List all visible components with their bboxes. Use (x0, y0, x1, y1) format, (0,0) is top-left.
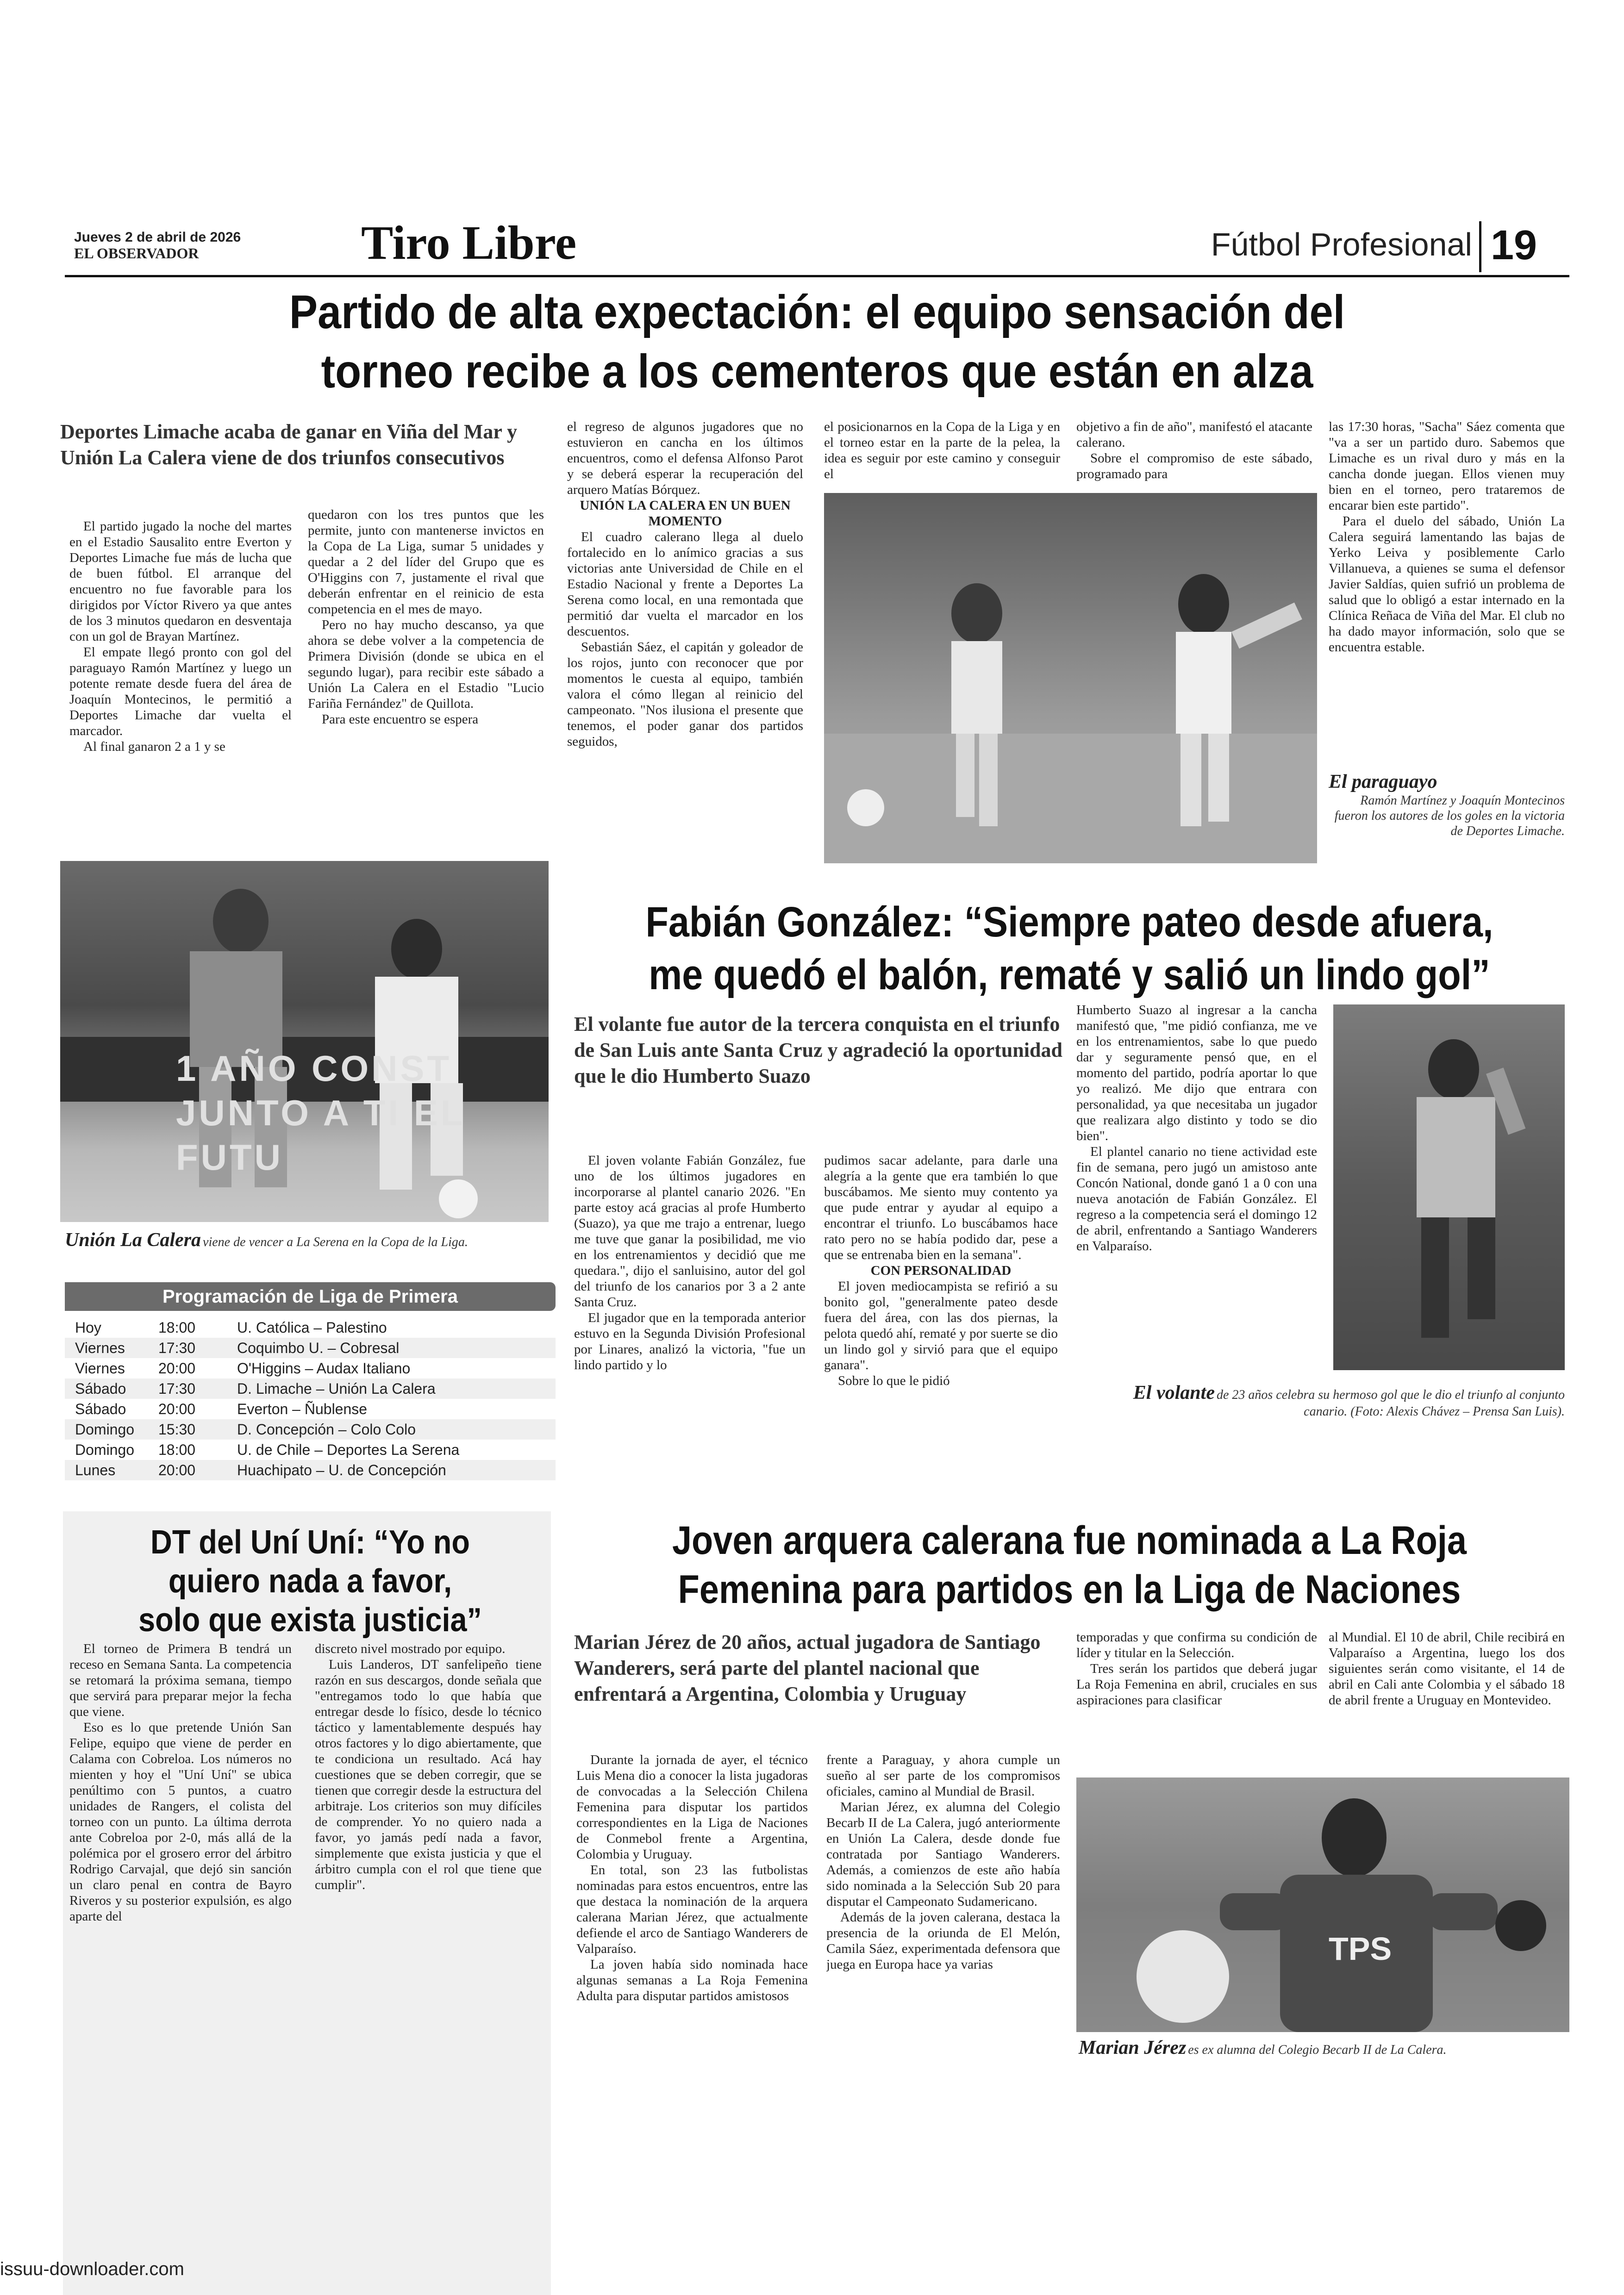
article4-headline-line1: Joven arquera calerana fue nominada a La Roja (672, 1518, 1467, 1563)
article3-headline (79, 1523, 542, 1640)
paragraph: Eso es lo que pretende Unión San Felipe, equipo que viene de perder en Calama con Cobreloa. Los números no mienten y hoy el "Uní Uní" se ubica penúltimo con 5 puntos, a cuatro unidades de Rangers, el colista del torneo con un punto. La última derrota ante Cobreloa por 2-0, más allá de la polémica por el grosero error del árbitro Rodrigo Carvajal, que dejó sin sanción un claro penal en contra de Bayro Riveros y su posterior expulsión, es algo aparte del (69, 1720, 292, 1924)
article1-photo2-caption (65, 1229, 556, 1251)
article3-col2 (315, 1641, 542, 2295)
article2-col2 (824, 1153, 1058, 1504)
article3-col1 (69, 1641, 292, 2295)
schedule-match: Coquimbo U. – Cobresal (237, 1339, 400, 1356)
article2-headline-line2: me quedó el balón, rematé y salió un lindo gol” (649, 951, 1490, 998)
caption-text: de 23 años celebra su hermoso gol que le dio el triunfo al conjunto canario. (Foto: Alexis Chávez – Prensa San Luis). (1216, 1388, 1565, 1419)
paragraph: El joven mediocampista se refirió a su bonito gol, "generalmente pateo desde fuera del área, con las dos piernas, la pelota quedó ahí, rematé y por suerte se dio un lindo gol y sirvió para que el equipo ganara". (824, 1279, 1058, 1372)
caption-text: viene de vencer a La Serena en la Copa de la Liga. (203, 1235, 468, 1249)
schedule-match: Everton – Ñublense (237, 1400, 368, 1417)
schedule-match: U. Católica – Palestino (237, 1319, 387, 1336)
article4-headline-line2: Femenina para partidos en la Liga de Naciones (678, 1567, 1461, 1612)
caption-name: Unión La Calera (65, 1229, 201, 1251)
schedule-time: 20:00 (158, 1461, 196, 1478)
article1-headline-line2: torneo recibe a los cementeros que están en alza (321, 345, 1313, 398)
paragraph: Sobre lo que le pidió (838, 1373, 950, 1388)
article1-col1 (69, 518, 292, 833)
article2-headline (569, 896, 1569, 1001)
article2-col1 (574, 1153, 806, 1504)
article2-subhead: CON PERSONALIDAD (870, 1263, 1012, 1278)
caption-text: es ex alumna del Colegio Becarb II de La Calera. (1188, 2043, 1447, 2057)
paragraph: quedaron con los tres puntos que les permite, junto con mantenerse invictos en la Copa de La Liga, sumar 5 unidades y quedar a 2 del líder del Grupo que es O'Higgins con 7, justamente el rival que deberán enfrentar en el reinicio de esta competencia en el mes de mayo. (308, 507, 544, 617)
schedule-time: 18:00 (158, 1319, 196, 1336)
schedule-row (65, 1399, 556, 1419)
article1-photo-limache (824, 493, 1317, 863)
schedule-time: 17:30 (158, 1339, 196, 1356)
article4-photo-arquera (1076, 1777, 1569, 2032)
schedule-box (65, 1282, 556, 1514)
article3-headline-line1: DT del Uní Uní: “Yo no (150, 1524, 470, 1561)
schedule-day: Hoy (75, 1319, 101, 1336)
article1-photo1-caption (1329, 771, 1565, 839)
article1-col2 (308, 507, 544, 836)
article1-col3 (567, 419, 803, 877)
article3-headline-line2: quiero nada a favor, (168, 1563, 452, 1600)
article1-photo-players (824, 493, 1317, 863)
paragraph: El empate llegó pronto con gol del paraguayo Ramón Martínez y luego un potente remate desde fuera del área de Joaquín Montecinos, le permitió a Deportes Limache dar vuelta el marcador. (69, 645, 292, 738)
schedule-day: Viernes (75, 1339, 125, 1356)
paragraph: Además de la joven calerana, destaca la presencia de la oriunda de El Melón, Camila Sáez, experimentada defensora que juega en Europa hace ya varias (826, 1910, 1060, 1972)
header-divider (1479, 221, 1481, 272)
paragraph: al Mundial. El 10 de abril, Chile recibirá en Valparaíso a Argentina, luego los dos siguientes serán como visitante, el 14 de abril en Cali ante Colombia y el sábado 18 de abril frente a Uruguay en Montevideo. (1329, 1630, 1565, 1708)
paragraph: temporadas y que confirma su condición de líder y titular en la Selección. (1076, 1630, 1317, 1660)
article4-photo-player (1076, 1777, 1569, 2032)
article4-headline (569, 1516, 1569, 1614)
paragraph: Marian Jérez, ex alumna del Colegio Becarb II de La Calera, jugó anteriormente en Unión La Calera, desde donde fue contratada por Santiago Wanderers. Además, a comienzos de este año había sido nominada a la Selección Sub 20 para disputar el Campeonato Sudamericano. (826, 1800, 1060, 1909)
paragraph: Luis Landeros, DT sanfelipeño tiene razón en sus descargos, donde señala que "entregamos todo lo que había que entregar desde lo físico, desde lo técnico táctico y lamentablemente después hay otros factores y lo digo abiertamente, que te condiciona un resultado. Acá hay cuestiones que se deben corregir, que se tienen que corregir desde la estructura del arbitraje. Los criterios son muy difíciles de comprender. Yo no quiero nada a favor, yo jamás pedí nada a favor, simplemente que exista justicia y que el árbitro cumpla con el rol que tiene que cumplir". (315, 1657, 542, 1892)
watermark: issuu-downloader.com (0, 2259, 184, 2279)
article4-col1 (576, 1752, 808, 2295)
paragraph: El cuadro calerano llega al duelo fortalecido en lo anímico gracias a sus victorias ante Universidad de Chile en el Estadio Nacional y frente a Deportes La Serena como local, en una remontada que permitió dar vuelta el marcador en los descuentos. (567, 530, 803, 639)
article1-deck: Deportes Limache acaba de ganar en Viña del Mar y Unión La Calera viene de dos triunfos consecutivos (60, 420, 518, 469)
photo2-banner-text: 1 AÑO CONST JUNTO A TI EL FUTU (176, 1048, 465, 1178)
article3-headline-line3: solo que exista justicia” (138, 1602, 482, 1639)
schedule-match: U. de Chile – Deportes La Serena (237, 1441, 460, 1458)
schedule-row (65, 1440, 556, 1460)
schedule-day: Domingo (75, 1421, 135, 1438)
schedule-table (65, 1317, 556, 1480)
paragraph: pudimos sacar adelante, para darle una alegría a la gente que era también lo que buscábamos. Me siento muy contento ya que pude entrar y ayudar al equipo a encontrar el triunfo. Lo buscábamos hace rato pero no se había podido dar, pese a que se entrenaba bien en la semana". (824, 1153, 1058, 1262)
shirt-sponsor-text: TPS (1329, 1931, 1392, 1967)
paragraph: Humberto Suazo al ingresar a la cancha manifestó que, "me pidió confianza, me ve en los entrenamientos, sabe lo que puedo dar y seguramente pensó que, en el momento del partido, podría aportar lo que yo realizó. Me dijo que entrara con personalidad, ya que necesitaba un jugador que realizara algo distinto y todo se dio bien". (1076, 1003, 1317, 1143)
category-label: Fútbol Profesional (1211, 226, 1472, 262)
paragraph: En total, son 23 las futbolistas nominadas para estos encuentros, entre las que destaca la nominación de la arquera calerana Marian Jérez, que actualmente defiende el arco de Santiago Wanderers de Valparaíso. (576, 1863, 808, 1956)
page-number: 19 (1491, 222, 1537, 268)
paragraph: El plantel canario no tiene actividad este fin de semana, pero jugó un amistoso ante Concón National, donde ganó 1 a 0 con una nueva anotación de Fabián González. El regreso a la competencia será el domingo 12 de abril, enfrentando a Santiago Wanderers en Valparaíso. (1076, 1144, 1317, 1254)
article4-col4 (1329, 1629, 1565, 1773)
schedule-time: 18:00 (158, 1441, 196, 1458)
article1-col5 (1076, 419, 1312, 486)
paragraph: Durante la jornada de ayer, el técnico Luis Mena dio a conocer la lista jugadoras de convocadas a la Selección Chilena Femenina para disputar los partidos correspondientes en la Liga de Naciones de Conmebol frente a Argentina, Colombia y Uruguay. (576, 1752, 808, 1862)
article2-photo-player (1333, 1004, 1565, 1370)
schedule-time: 20:00 (158, 1400, 196, 1417)
paragraph: el posicionarnos en la Copa de la Liga y en el torneo estar en la parte de la pelea, la idea es seguir por este camino y conseguir el (824, 419, 1060, 481)
schedule-match: D. Concepción – Colo Colo (237, 1421, 416, 1438)
header-rule (65, 275, 1569, 277)
paragraph: Para el duelo del sábado, Unión La Calera seguirá lamentando las bajas de Yerko Leiva y posiblemente Carlo Villanueva, a quienes se suma el defensor Javier Saldías, quien sufrió un problema de salud que lo obligó a estar internado en la Clínica Reñaca de Viña del Mar. El club no ha dado mayor información, solo que se encuentra estable. (1329, 514, 1565, 655)
caption-name: El paraguayo (1329, 771, 1437, 792)
section-title: Tiro Libre (361, 216, 577, 269)
caption-name: El volante (1133, 1382, 1215, 1403)
schedule-row (65, 1419, 556, 1440)
article4-deck: Marian Jérez de 20 años, actual jugadora de Santiago Wanderers, será parte del plantel nacional que enfrentará a Argentina, Colombia y Uruguay (574, 1631, 1041, 1705)
schedule-row (65, 1317, 556, 1338)
article1-col6 (1329, 419, 1565, 766)
article2-headline-line1: Fabián González: “Siempre pateo desde afuera, (645, 898, 1493, 946)
issue-date: Jueves 2 de abril de 2026 (74, 230, 241, 245)
paragraph: Tres serán los partidos que deberá jugar La Roja Femenina en abril, cruciales en sus aspiraciones para clasificar (1076, 1661, 1317, 1708)
article1-subhead: UNIÓN LA CALERA EN UN BUEN MOMENTO (580, 498, 791, 529)
article2-photo-caption (1097, 1382, 1565, 1419)
paragraph: frente a Paraguay, y ahora cumple un sueño al ser parte de los compromisos oficiales, camino al Mundial de Brasil. (826, 1752, 1060, 1799)
schedule-day: Domingo (75, 1441, 135, 1458)
caption-text: Ramón Martínez y Joaquín Montecinos fueron los autores de los goles en la victoria de Deportes Limache. (1334, 793, 1565, 838)
article2-photo-volante (1333, 1004, 1565, 1370)
newspaper-name: EL OBSERVADOR (74, 245, 199, 262)
article2-col3 (1076, 1002, 1317, 1377)
schedule-day: Sábado (75, 1400, 126, 1417)
schedule-day: Viernes (75, 1360, 125, 1377)
paragraph: el regreso de algunos jugadores que no estuvieron en cancha en los últimos encuentros, como el defensa Alfonso Parot y se deberá esperar la recuperación del arquero Matías Bórquez. (567, 419, 803, 497)
schedule-match: D. Limache – Unión La Calera (237, 1380, 436, 1397)
paragraph: Sebastián Sáez, el capitán y goleador de los rojos, junto con reconocer que por momentos le cuesta al equipo, también valora el cómo llegan al reinicio del campeonato. "Nos ilusiona el presente que tenemos, el poder ganar dos partidos seguidos, (567, 640, 803, 749)
article1-headline-line1: Partido de alta expectación: el equipo sensación del (289, 286, 1345, 338)
schedule-match: O'Higgins – Audax Italiano (237, 1360, 411, 1377)
article4-photo-caption (1079, 2037, 1569, 2059)
schedule-day: Lunes (75, 1461, 116, 1478)
article1-photo-calera (60, 861, 549, 1222)
paragraph: objetivo a fin de año", manifestó el atacante calerano. (1076, 419, 1312, 450)
paragraph: Sobre el compromiso de este sábado, programado para (1076, 451, 1312, 481)
paragraph: El partido jugado la noche del martes en el Estadio Sausalito entre Everton y Deportes Limache fue más de lucha que de buen fútbol. El arranque del encuentro no fue favorable para los dirigidos por Víctor Rivero ya que antes de los 3 minutos quedaron en desventaja con un gol de Brayan Martínez. (69, 519, 292, 644)
schedule-row (65, 1378, 556, 1399)
paragraph: Al final ganaron 2 a 1 y se (83, 739, 225, 754)
article4-col2 (826, 1752, 1060, 2295)
schedule-time: 17:30 (158, 1380, 196, 1397)
paragraph: Para este encuentro se espera (322, 712, 479, 727)
schedule-row (65, 1460, 556, 1480)
schedule-row (65, 1338, 556, 1358)
paragraph: El jugador que en la temporada anterior estuvo en la Segunda División Profesional por Linares, analizó la victoria, "fue un lindo partido y lo (574, 1310, 806, 1372)
article1-col4 (824, 419, 1060, 486)
schedule-row (65, 1358, 556, 1378)
schedule-day: Sábado (75, 1380, 126, 1397)
paragraph: las 17:30 horas, "Sacha" Sáez comenta que "va a ser un partido duro. Sabemos que Limache es un rival duro y más en la cancha donde juegan. Ellos vienen muy bien en el torneo, pero trataremos de encarar bien este partido". (1329, 419, 1565, 513)
article4-col3 (1076, 1629, 1317, 1773)
paragraph: La joven había sido nominada hace algunas semanas a La Roja Femenina Adulta para disputar partidos amistosos (576, 1957, 808, 2003)
schedule-time: 20:00 (158, 1360, 196, 1377)
paragraph: discreto nivel mostrado por equipo. (315, 1641, 506, 1656)
paragraph: El joven volante Fabián González, fue uno de los últimos jugadores en incorporarse al plantel canario 2026. "En parte estoy acá gracias al profe Humberto (Suazo), ya que me trajo a entrenar, luego me tuve que ganar la posibilidad, me vio en los entrenamientos y decidió que me quedara.", dijo el sanluisino, autor del gol del triunfo de los canarios por 3 a 2 ante Santa Cruz. (574, 1153, 806, 1310)
paragraph: El torneo de Primera B tendrá un receso en Semana Santa. La competencia se retomará la próxima semana, tiempo que servirá para preparar mejor la fecha que viene. (69, 1641, 292, 1719)
schedule-title: Programación de Liga de Primera (65, 1282, 556, 1311)
caption-name: Marian Jérez (1079, 2037, 1187, 2058)
header-date (74, 230, 269, 261)
article1-headline (65, 282, 1569, 401)
schedule-time: 15:30 (158, 1421, 196, 1438)
article2-deck: El volante fue autor de la tercera conquista en el triunfo de San Luis ante Santa Cruz y agradeció la oportunidad que le dio Humberto Suazo (574, 1013, 1062, 1087)
schedule-match: Huachipato – U. de Concepción (237, 1461, 446, 1478)
paragraph: Pero no hay mucho descanso, ya que ahora se debe volver a la competencia de Primera División (donde se ubica en el segundo lugar), para recibir este sábado a Unión La Calera en el Estadio "Lucio Fariña Fernández" de Quillota. (308, 617, 544, 711)
